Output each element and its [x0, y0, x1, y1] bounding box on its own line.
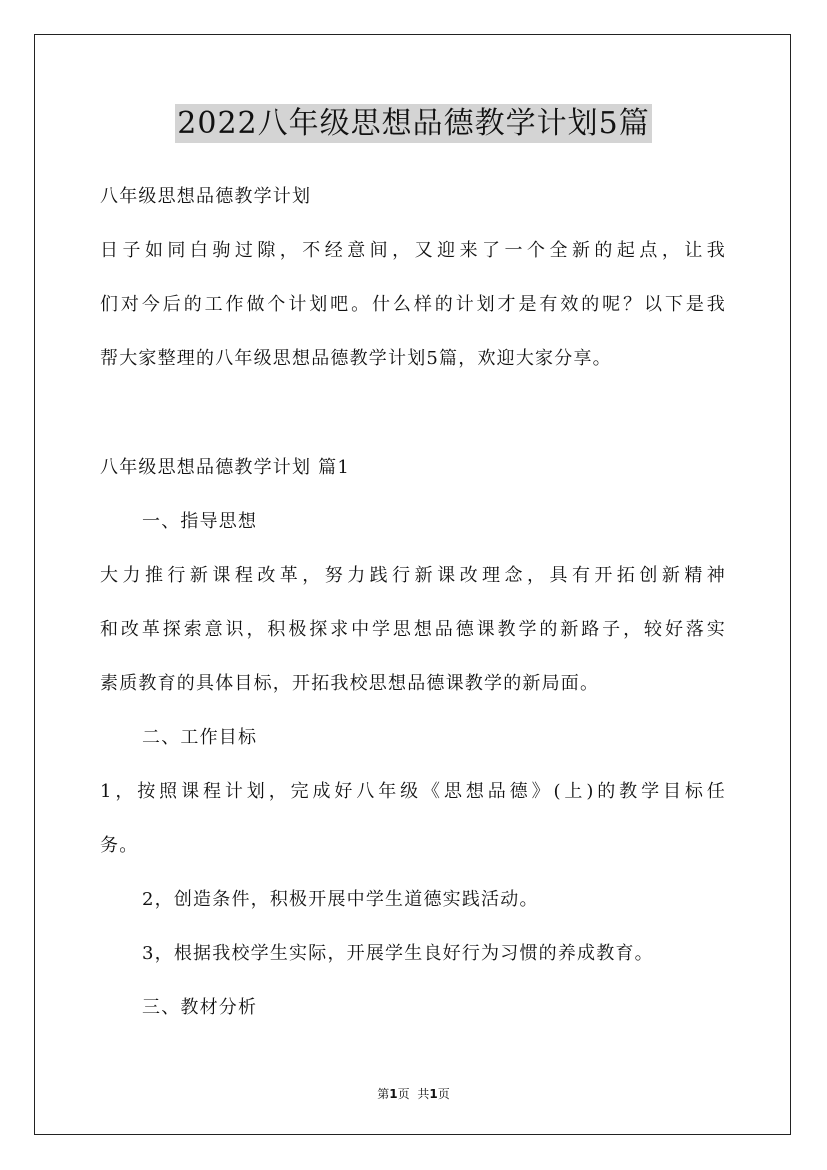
- part1-line-3: 素质教育的具体目标，开拓我校思想品德课教学的新局面。: [100, 673, 600, 694]
- footer-prefix: 第: [377, 1087, 390, 1101]
- footer-total-unit: 页: [437, 1087, 450, 1101]
- part1-line-2: 和改革探索意识，积极探求中学思想品德课教学的新路子，较好落实: [100, 619, 726, 640]
- part3-title: 三、教材分析: [142, 997, 258, 1018]
- footer-total-pages: 1: [429, 1087, 438, 1101]
- part1-title: 一、指导思想: [142, 511, 258, 532]
- document-title-text: 2022八年级思想品德教学计划5篇: [177, 106, 650, 141]
- section-title: 八年级思想品德教学计划 篇1: [100, 457, 350, 478]
- footer-page-number: 1: [389, 1087, 398, 1101]
- goal1-line-2: 务。: [100, 835, 139, 856]
- page-footer: [0, 1085, 827, 1102]
- intro-line-2: 们对今后的工作做个计划吧。什么样的计划才是有效的呢？以下是我: [100, 294, 726, 315]
- footer-page-unit: 页: [397, 1087, 410, 1101]
- document-title: [0, 98, 827, 142]
- intro-line-1: 日子如同白驹过隙，不经意间，又迎来了一个全新的起点，让我: [100, 240, 726, 261]
- goal1-line-1: 1，按照课程计划，完成好八年级《思想品德》(上)的教学目标任: [100, 781, 726, 802]
- document-heading: 八年级思想品德教学计划: [100, 186, 312, 207]
- goal2-line: 2，创造条件，积极开展中学生道德实践活动。: [142, 889, 539, 910]
- intro-line-3: 帮大家整理的八年级思想品德教学计划5篇，欢迎大家分享。: [100, 348, 612, 369]
- footer-total-prefix: 共: [417, 1087, 430, 1101]
- part1-line-1: 大力推行新课程改革，努力践行新课改理念，具有开拓创新精神: [100, 565, 726, 586]
- part2-title: 二、工作目标: [142, 727, 258, 748]
- goal3-line: 3，根据我校学生实际，开展学生良好行为习惯的养成教育。: [142, 943, 654, 964]
